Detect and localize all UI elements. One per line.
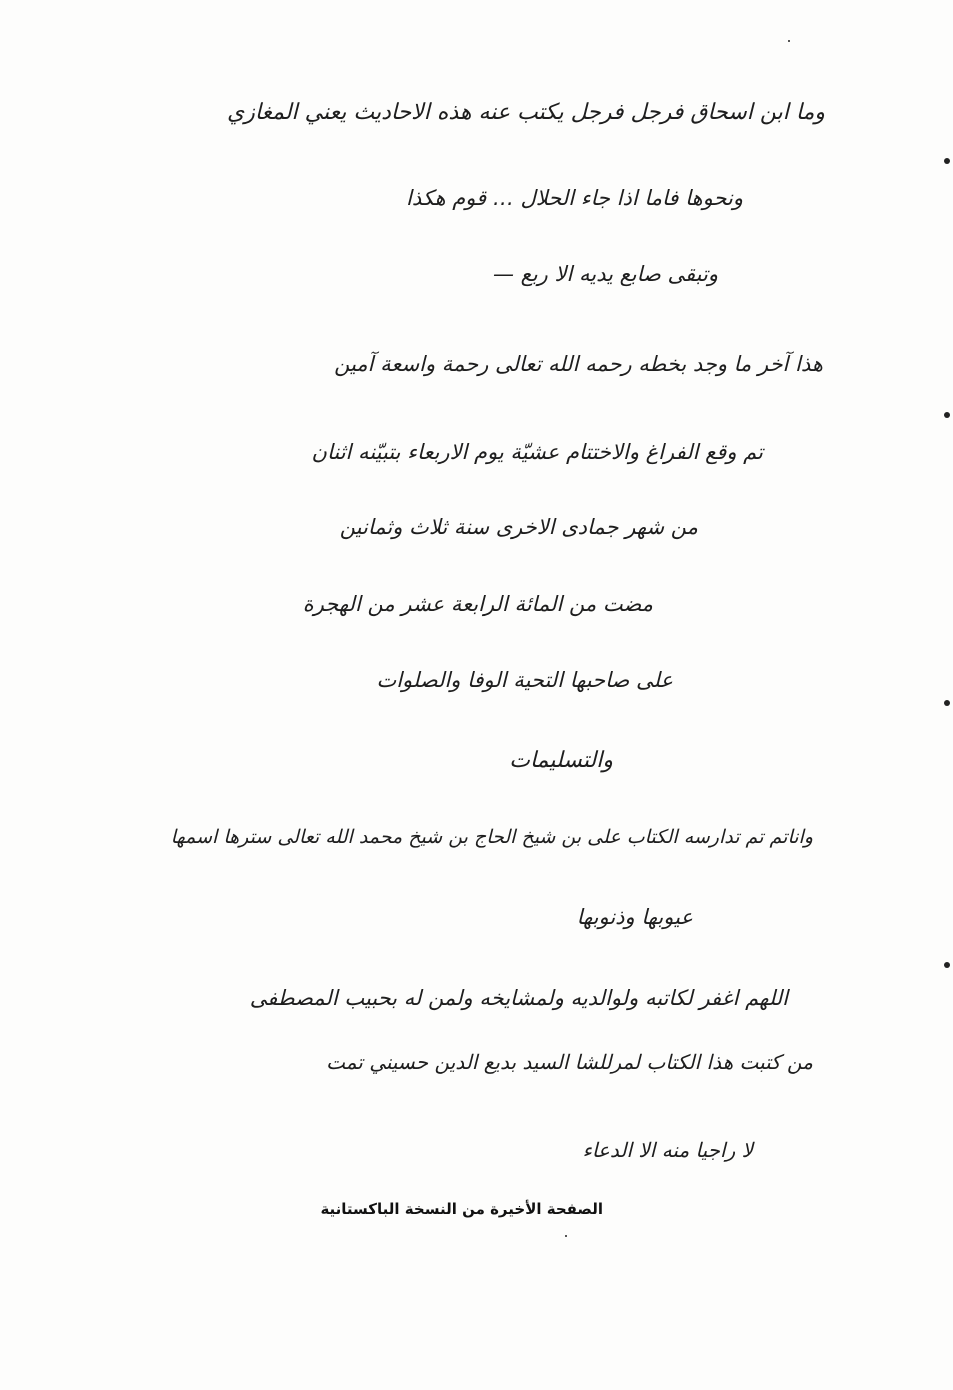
manuscript-line-12: اللهم اغفر لكاتبه ولوالديه ولمشايخه ولمن له بحبيب المصطفى xyxy=(249,986,788,1010)
manuscript-line-8: على صاحبها التحية الوفا والصلوات xyxy=(376,668,673,692)
scan-speck xyxy=(788,40,790,42)
manuscript-line-4: هذا آخر ما وجد بخطه رحمه الله تعالى رحمة واسعة آمين xyxy=(334,352,823,376)
manuscript-line-6: من شهر جمادى الاخرى سنة ثلاث وثمانين xyxy=(339,515,698,539)
manuscript-line-5: تم وقع الفراغ والاختتام عشيّة يوم الاربعاء بتبيّنه اثنان xyxy=(311,440,763,464)
manuscript-line-13: من كتبت هذا الكتاب لمرللشا السيد بديع الدين حسيني تمت xyxy=(326,1050,813,1074)
binding-hole-dot xyxy=(944,962,950,968)
manuscript-line-9: والتسليمات xyxy=(509,748,613,773)
manuscript-line-11: عيوبها وذنوبها xyxy=(576,905,693,929)
manuscript-line-7: مضت من المائة الرابعة عشر من الهجرة xyxy=(302,592,653,616)
manuscript-line-3: وتبقى صابع يديه الا ربع — xyxy=(492,262,718,286)
manuscript-line-14: لا راجيا منه الا الدعاء xyxy=(582,1138,753,1162)
scan-speck xyxy=(565,1235,567,1237)
binding-hole-dot xyxy=(944,158,950,164)
binding-hole-dot xyxy=(944,700,950,706)
manuscript-line-1: وما ابن اسحاق فرجل فرجل يكتب عنه هذه الاحاديث يعني المغازي xyxy=(226,100,825,125)
manuscript-line-2: ونحوها فاما اذا جاء الحلال … قوم هكذا xyxy=(406,186,743,210)
manuscript-line-10: واناتم تم تدارسه الكتاب على بن شيخ الحاج بن شيخ محمد الله تعالى سترها اسمها xyxy=(170,826,813,848)
page-caption: الصفحة الأخيرة من النسخة الباكستانية xyxy=(320,1200,603,1218)
binding-hole-dot xyxy=(944,412,950,418)
